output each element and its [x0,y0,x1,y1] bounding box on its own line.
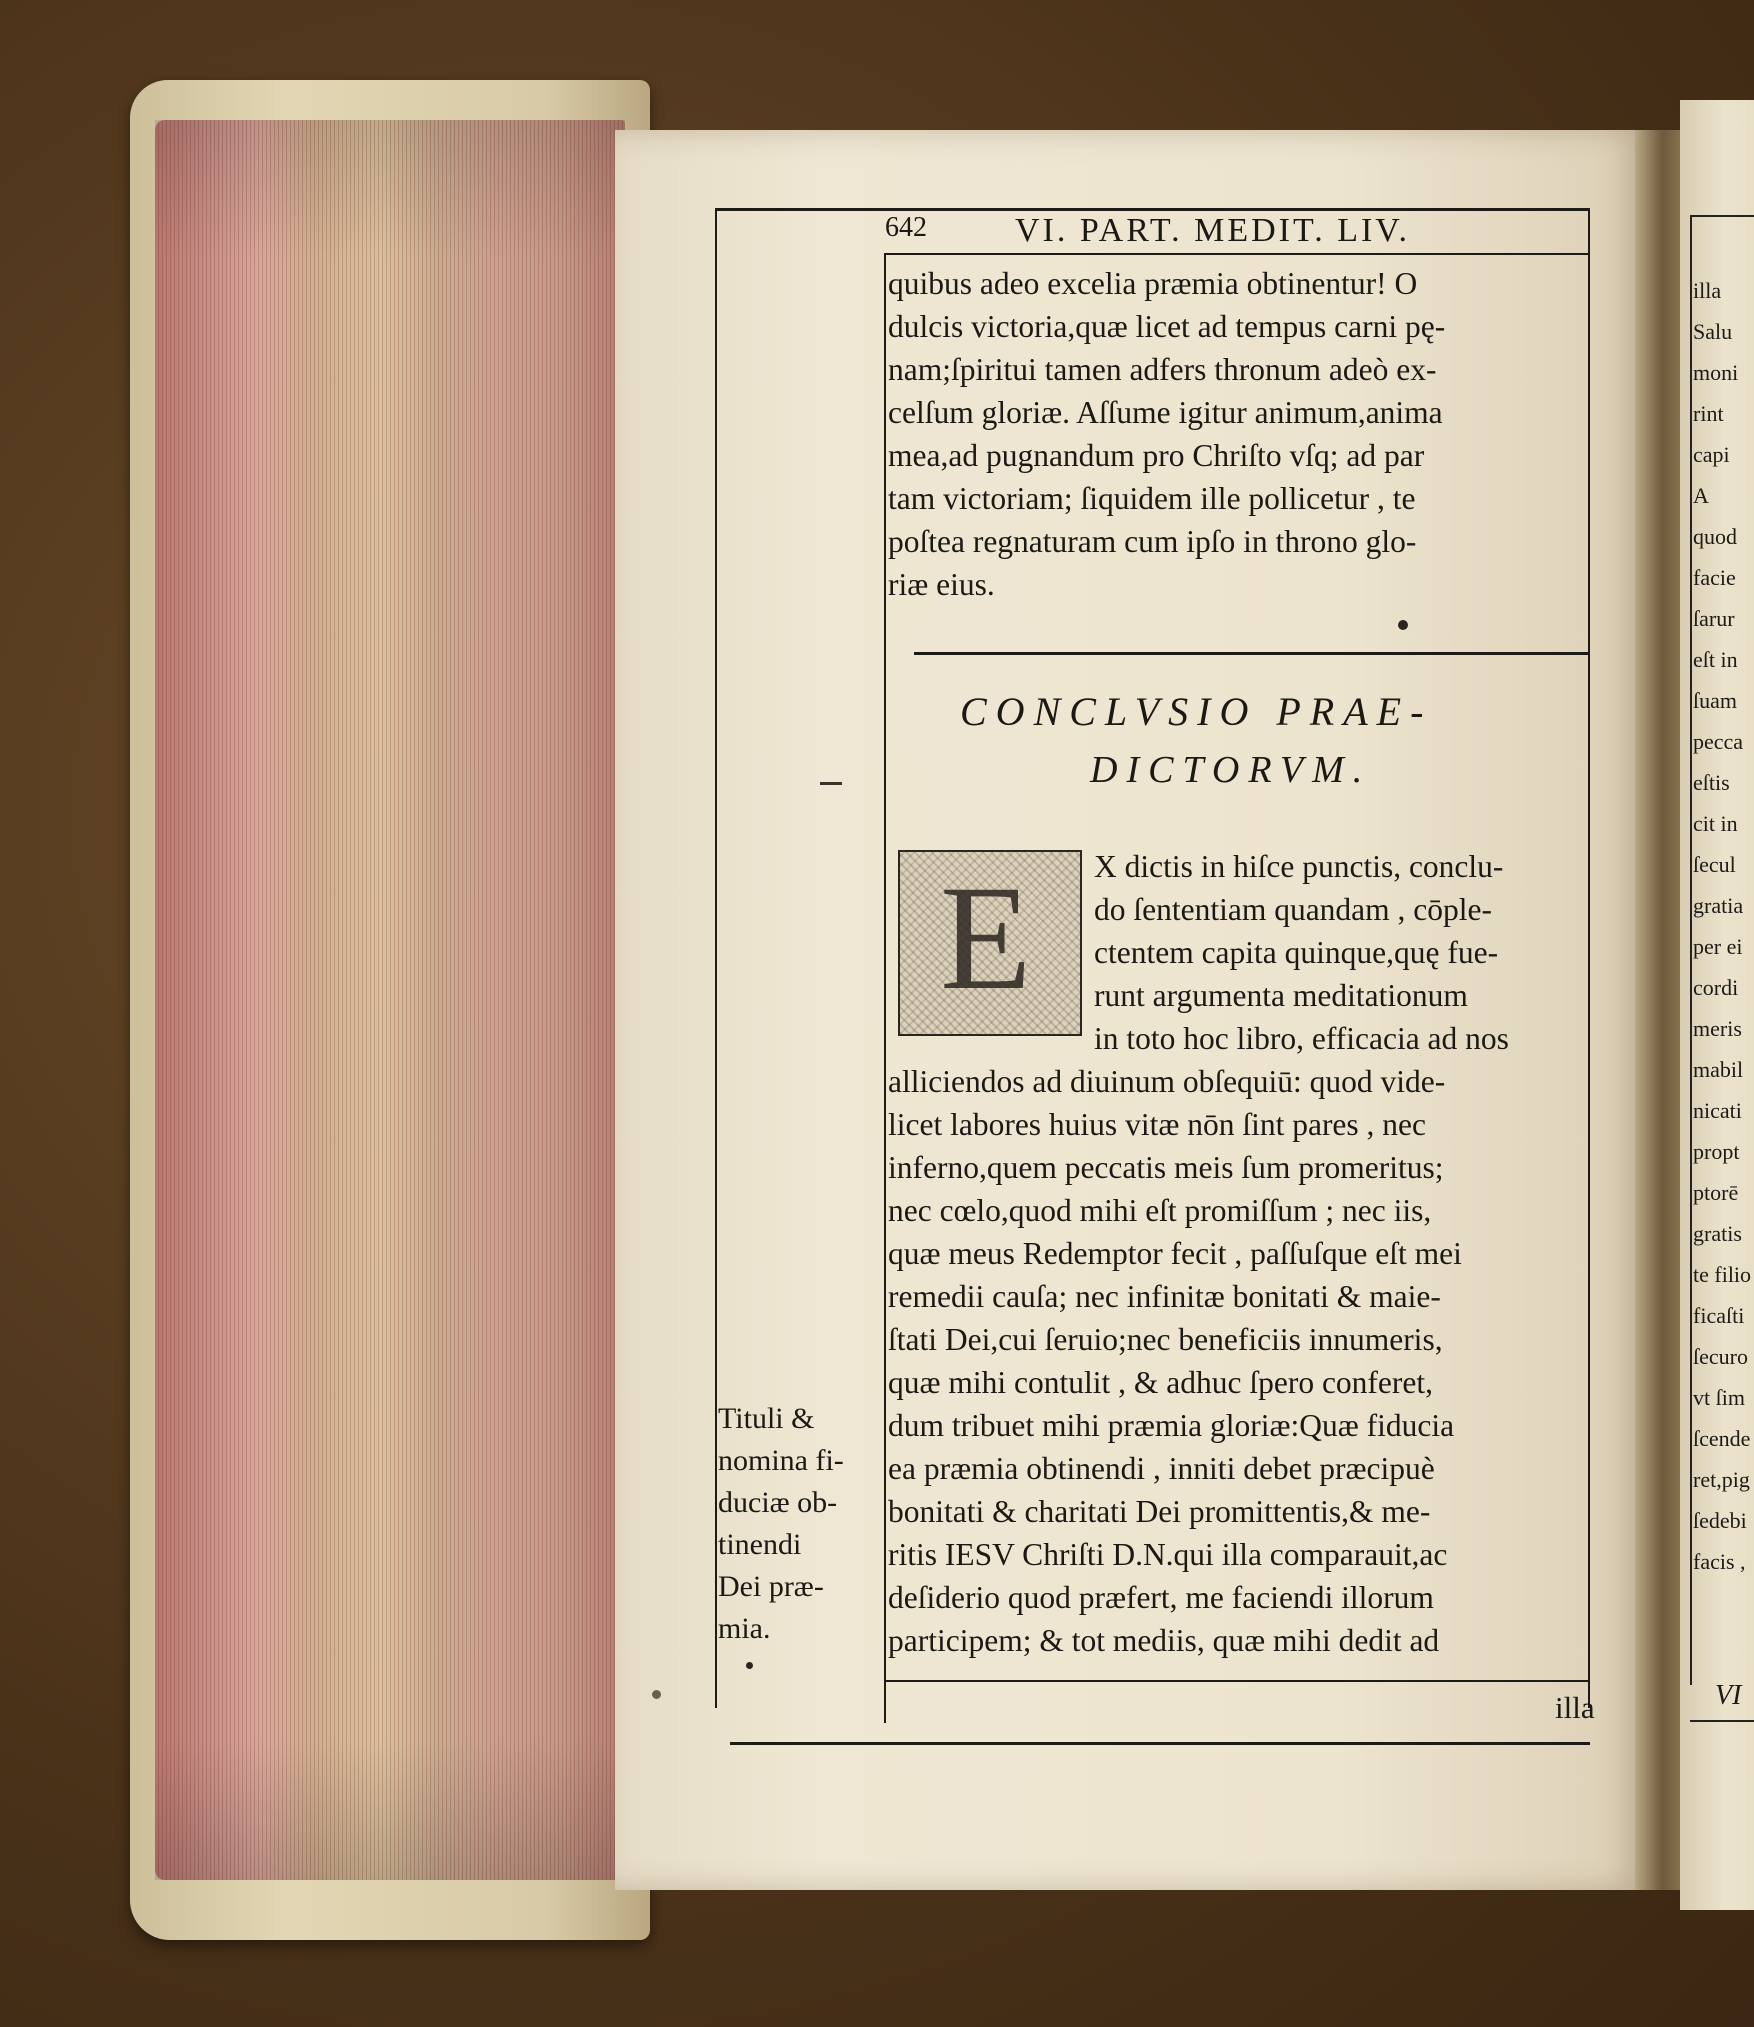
text-line: remedii cauſa; nec infinitæ bonitati & maie- [888,1279,1441,1314]
facing-text-line: quod [1693,524,1737,549]
facing-text-line: ſecul [1693,852,1736,877]
catchword: illa [1555,1690,1595,1725]
text-line: quibus adeo excelia præmia obtinentur! O [888,266,1418,301]
page-edges-shade [155,120,625,1880]
facing-page-top-rule [1690,215,1754,217]
facing-page-footer: VI [1715,1680,1742,1711]
decorated-initial [898,850,1082,1036]
text-line: quæ mihi contulit , & adhuc ſpero conferet, [888,1365,1433,1400]
facing-text-line: facie [1693,565,1736,590]
text-line: inferno,quem peccatis meis ſum promeritus; [888,1150,1444,1185]
margin-dot [652,1690,661,1699]
margin-note-line: Tituli & [718,1402,815,1435]
facing-text-line: propt [1693,1139,1740,1164]
facing-page-left-rule [1690,215,1692,1685]
facing-text-line: Salu [1693,319,1733,344]
facing-text-line: rint [1693,401,1724,426]
text-line: poſtea regnaturam cum ipſo in throno glo- [888,524,1417,559]
facing-text-line: te filio [1693,1262,1752,1287]
text-line: runt argumenta meditationum [1094,978,1468,1013]
facing-text-line: eſt in [1693,647,1738,672]
facing-text-line: facis , [1693,1549,1746,1574]
facing-text-line: gratia [1693,893,1744,918]
text-line: riæ eius. [888,567,995,602]
facing-text-line: meris [1693,1016,1742,1041]
facing-text-line: cit in [1693,811,1738,836]
facing-page-bottom-rule [1690,1720,1754,1722]
facing-text-line: nicati [1693,1098,1742,1123]
text-line: quæ meus Redemptor fecit , paſſuſque eſt mei [888,1236,1462,1271]
margin-note-line: mia. [718,1612,771,1645]
text-line: mea,ad pugnandum pro Chriſto vſq; ad par [888,438,1425,473]
margin-dot [746,1662,753,1669]
facing-text-line: illa [1693,278,1722,303]
text-line: alliciendos ad diuinum obſequiū: quod vide- [888,1064,1446,1099]
margin-note-line: tinendi [718,1528,802,1561]
frame-left-rule [715,208,717,1708]
page-header [885,212,1585,252]
facing-text-line: cordi [1693,975,1739,1000]
text-line: celſum gloriæ. Aſſume igitur animum,anima [888,395,1443,430]
frame-bottom-rule [730,1742,1590,1745]
facing-text-line: ſedebi [1693,1508,1747,1533]
section-title-line2: DICTORVM. [1090,749,1372,791]
facing-text-line: gratis [1693,1221,1742,1246]
facing-text-line: pecca [1693,729,1744,754]
frame-top-rule [715,208,1590,211]
facing-page-text [1693,270,1754,1582]
text-line: licet labores huius vitæ nōn ſint pares , nec [888,1107,1427,1142]
top-paragraph [888,262,1588,606]
text-line: ſtati Dei,cui ſeruio;nec beneficiis innumeris, [888,1322,1443,1357]
facing-text-line: ſuam [1693,688,1737,713]
facing-text-line: mabil [1693,1057,1744,1082]
header-under-rule [885,253,1590,255]
text-bottom-rule [884,1680,1590,1682]
initial-paragraph-lines [1094,845,1594,1060]
text-line: X dictis in hiſce punctis, conclu- [1094,849,1504,884]
text-line: participem; & tot mediis, quæ mihi dedit ad [888,1623,1440,1658]
facing-text-line: A [1693,483,1709,508]
facing-text-line: ſecuro [1693,1344,1748,1369]
book-gutter [1635,130,1685,1890]
facing-text-line: per ei [1693,934,1743,959]
text-line: ritis IESV Chriſti D.N.qui illa comparauit,ac [888,1537,1448,1572]
text-line: dum tribuet mihi præmia gloriæ:Quæ fiducia [888,1408,1455,1443]
margin-note [718,1398,888,1650]
page-number: 642 [885,212,927,243]
facing-text-line: ptorē [1693,1180,1739,1205]
facing-text-line: moni [1693,360,1739,385]
facing-text-line: vt ſim [1693,1385,1745,1410]
main-paragraph [888,1060,1588,1662]
text-line: dulcis victoria,quæ licet ad tempus carni pę- [888,309,1446,344]
running-title: VI. PART. MEDIT. LIV. [1015,212,1410,249]
initial-letter: E [940,855,1032,1021]
stray-mark [820,782,842,785]
text-line: nec cœlo,quod mihi eſt promiſſum ; nec iis, [888,1193,1432,1228]
facing-text-line: eſtis [1693,770,1730,795]
facing-text-line: capi [1693,442,1730,467]
text-line: ctentem capita quinque,quę fue- [1094,935,1499,970]
text-line: ea præmia obtinendi , inniti debet præcipuè [888,1451,1435,1486]
section-rule [914,652,1588,655]
margin-note-line: duciæ ob- [718,1486,838,1519]
section-title-line1: CONCLVSIO PRAE- [960,689,1433,734]
text-line: do ſententiam quandam , cōple- [1094,892,1492,927]
facing-text-line: ſcende [1693,1426,1751,1451]
facing-text-line: ſarur [1693,606,1735,631]
text-line: tam victoriam; ſiquidem ille pollicetur , te [888,481,1416,516]
facing-text-line: ficaſti [1693,1303,1745,1328]
facing-text-line: ret,pig [1693,1467,1750,1492]
margin-note-line: Dei præ- [718,1570,824,1603]
ornament-dot [1398,620,1408,630]
text-line: deſiderio quod præfert, me faciendi illorum [888,1580,1434,1615]
text-line: in toto hoc libro, efficacia ad nos [1094,1021,1509,1056]
text-line: bonitati & charitati Dei promittentis,& me- [888,1494,1431,1529]
margin-note-line: nomina fi- [718,1444,844,1477]
text-line: nam;ſpiritui tamen adfers thronum adeò ex- [888,352,1437,387]
